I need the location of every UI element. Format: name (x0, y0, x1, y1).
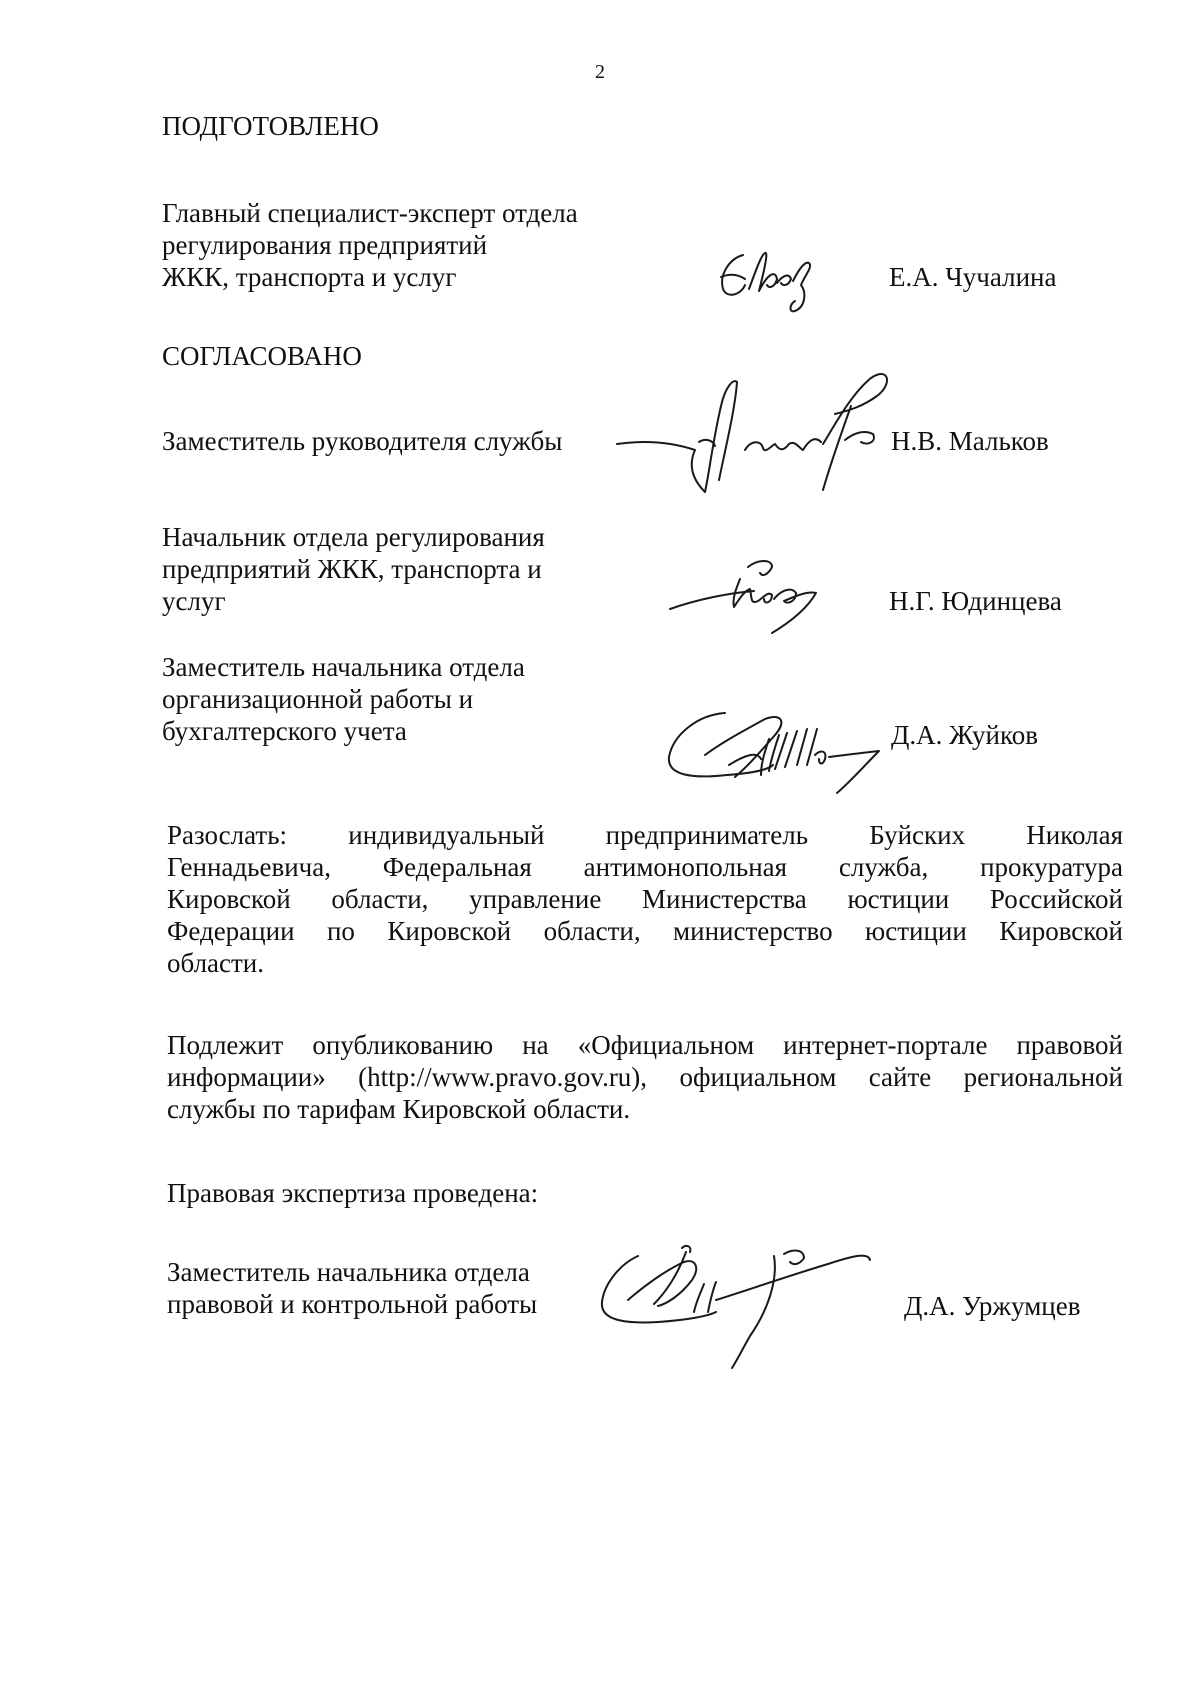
position-line: Начальник отдела регулирования (162, 522, 545, 552)
position-line: Заместитель начальника отдела (162, 652, 525, 682)
prepared-heading: ПОДГОТОВЛЕНО (162, 111, 379, 141)
position-line: услуг (162, 586, 226, 616)
distribution-line: Разослать: индивидуальный предприниматель Буйских Николая (167, 820, 1123, 850)
publication-paragraph (167, 1029, 1123, 1125)
legal-review-position (167, 1256, 537, 1320)
agreed-position-1: Заместитель руководителя службы (162, 426, 563, 456)
distribution-line: Кировской области, управление Министерства юстиции Российской (167, 884, 1123, 914)
prepared-name: Е.А. Чучалина (889, 262, 1057, 292)
legal-review-heading: Правовая экспертиза проведена: (167, 1178, 539, 1208)
distribution-line: Федерации по Кировской области, министерство юстиции Кировской (167, 916, 1123, 946)
position-line: бухгалтерского учета (162, 716, 407, 746)
agreed-name-3: Д.А. Жуйков (891, 720, 1038, 750)
position-line: ЖКК, транспорта и услуг (162, 262, 457, 292)
signature-malkov (615, 370, 915, 500)
position-line: Заместитель начальника отдела (167, 1257, 530, 1287)
publication-line: службы по тарифам Кировской области. (167, 1094, 631, 1124)
signature-yudintseva (668, 555, 828, 635)
position-line: правовой и контрольной работы (167, 1289, 538, 1319)
prepared-position (162, 197, 578, 293)
distribution-line: области. (167, 948, 265, 978)
position-line: Главный специалист-эксперт отдела (162, 198, 578, 228)
signature-zhuikov (665, 695, 905, 795)
position-line: организационной работы и (162, 684, 474, 714)
signature-chuchalina (715, 245, 825, 315)
position-line: предприятий ЖКК, транспорта и (162, 554, 542, 584)
publication-line: Подлежит опубликованию на «Официальном интернет-портале правовой (167, 1030, 1123, 1060)
publication-line: информации» (http://www.pravo.gov.ru), официальном сайте региональной (167, 1062, 1123, 1092)
agreed-heading: СОГЛАСОВАНО (162, 341, 362, 371)
agreed-name-1: Н.В. Мальков (891, 426, 1049, 456)
signature-urzhumtsev (598, 1240, 883, 1370)
distribution-paragraph (167, 819, 1123, 979)
distribution-line: Геннадьевича, Федеральная антимонопольная служба, прокуратура (167, 852, 1123, 882)
agreed-name-2: Н.Г. Юдинцева (889, 586, 1062, 616)
legal-review-name: Д.А. Уржумцев (904, 1291, 1081, 1321)
page-number: 2 (595, 61, 605, 83)
agreed-position-3 (162, 651, 525, 747)
agreed-position-2 (162, 521, 545, 617)
position-line: регулирования предприятий (162, 230, 488, 260)
